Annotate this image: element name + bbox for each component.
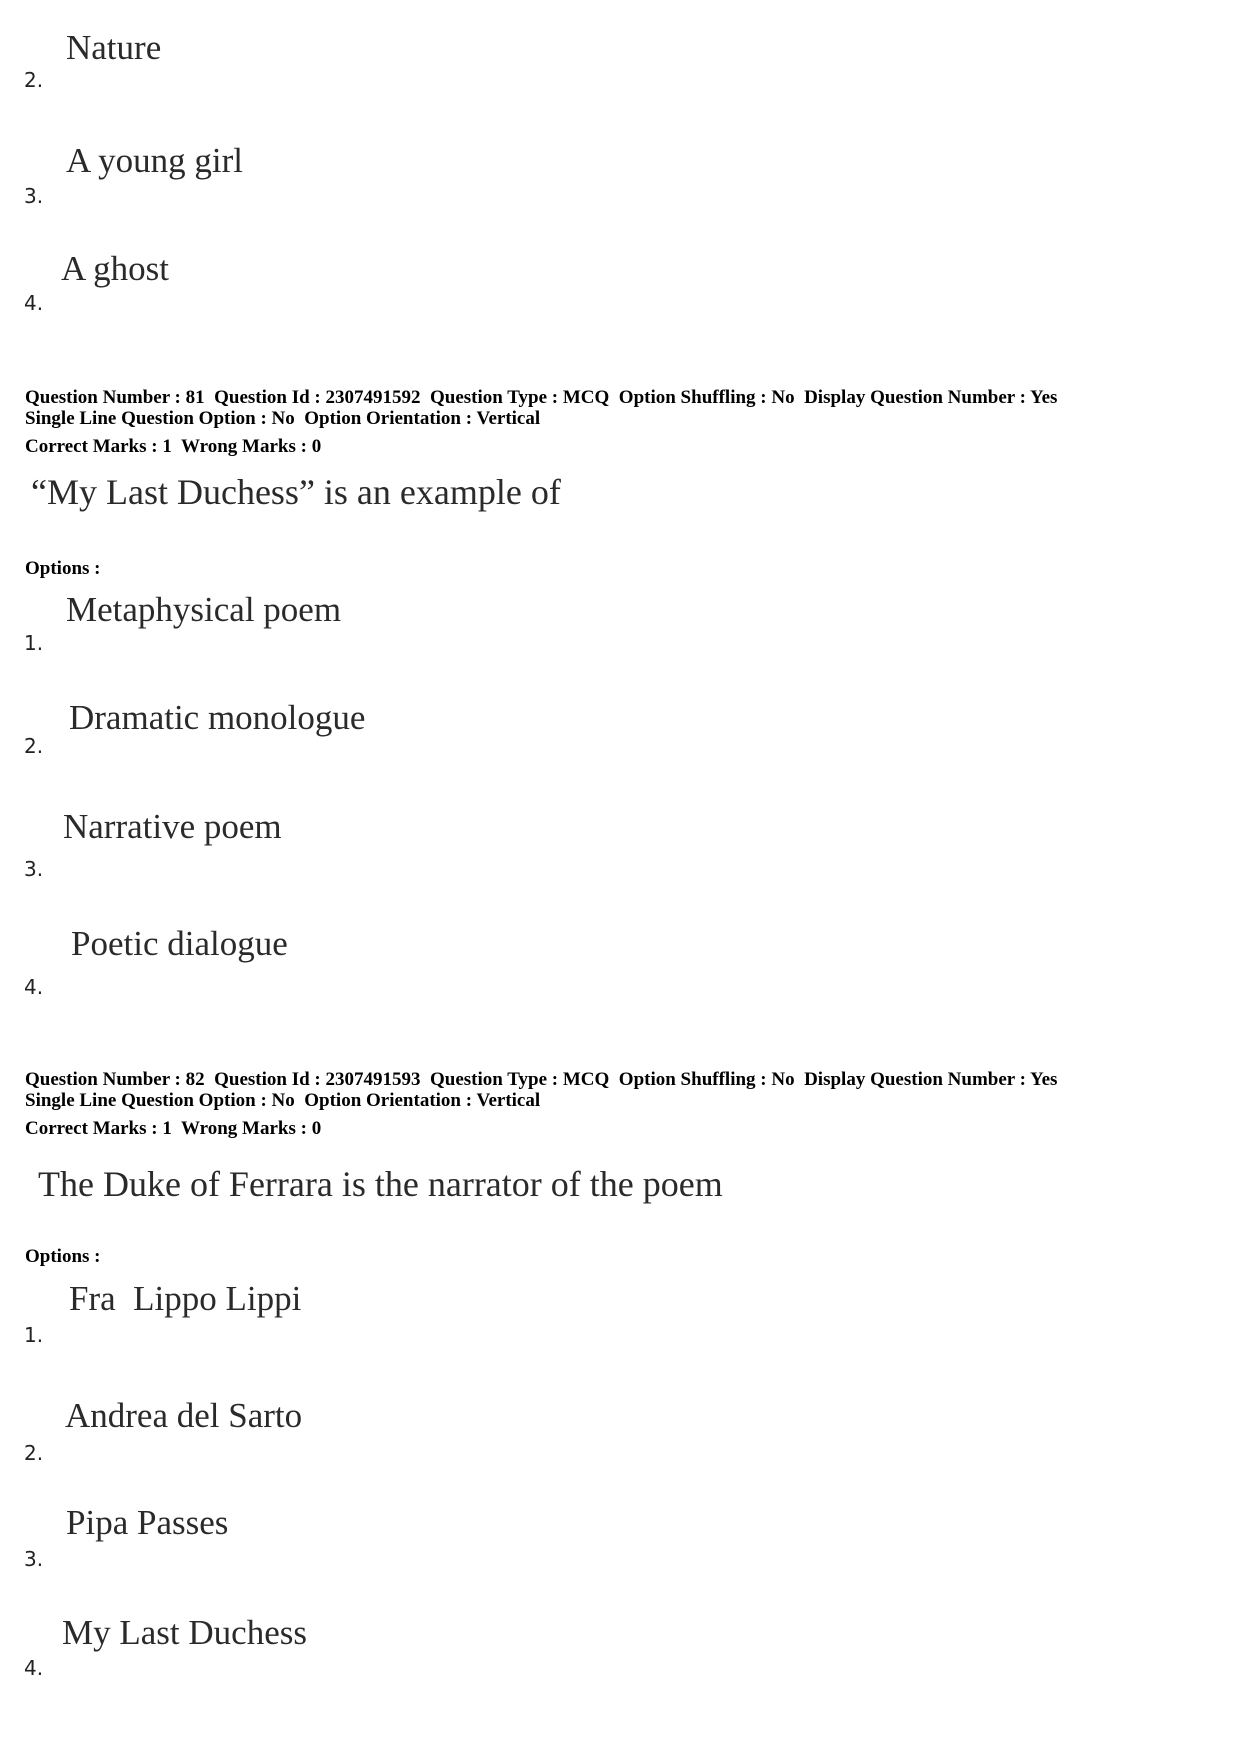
q81-option-4-number: 4. <box>24 975 44 999</box>
q82-option-2-text: Andrea del Sarto <box>65 1396 303 1435</box>
q82-option-2-number: 2. <box>24 1441 44 1465</box>
q81-option-4-text: Poetic dialogue <box>71 924 288 963</box>
q82-marks: Correct Marks : 1 Wrong Marks : 0 <box>25 1118 322 1139</box>
prev-option-4-text: A ghost <box>61 249 169 288</box>
q82-options-label: Options : <box>25 1246 101 1267</box>
prev-option-2-text: Nature <box>66 28 162 67</box>
q81-question-stem: “My Last Duchess” is an example of <box>31 472 561 512</box>
q82-question-stem: The Duke of Ferrara is the narrator of the poem <box>38 1164 723 1204</box>
q81-meta-line-1: Question Number : 81 Question Id : 2307491592 Question Type : MCQ Option Shuffling : No Display Question Number : Yes <box>25 387 1058 408</box>
q82-option-1-number: 1. <box>24 1323 44 1347</box>
q81-meta-line-2: Single Line Question Option : No Option Orientation : Vertical <box>25 408 541 429</box>
q82-option-3-number: 3. <box>24 1547 44 1571</box>
q81-option-3-text: Narrative poem <box>63 807 282 846</box>
prev-option-3-text: A young girl <box>66 141 243 180</box>
q81-option-3-number: 3. <box>24 857 44 881</box>
q81-options-label: Options : <box>25 558 101 579</box>
q81-option-2-text: Dramatic monologue <box>69 698 366 737</box>
q82-option-1-text: Fra Lippo Lippi <box>69 1279 302 1318</box>
q81-option-1-number: 1. <box>24 631 44 655</box>
q82-option-4-text: My Last Duchess <box>62 1613 307 1652</box>
q81-marks: Correct Marks : 1 Wrong Marks : 0 <box>25 436 322 457</box>
q81-option-1-text: Metaphysical poem <box>66 590 342 629</box>
q81-option-2-number: 2. <box>24 734 44 758</box>
prev-option-2-number: 2. <box>24 68 44 92</box>
q82-option-4-number: 4. <box>24 1656 44 1680</box>
prev-option-3-number: 3. <box>24 184 44 208</box>
prev-option-4-number: 4. <box>24 291 44 315</box>
q82-meta-line-2: Single Line Question Option : No Option Orientation : Vertical <box>25 1090 541 1111</box>
q82-option-3-text: Pipa Passes <box>66 1503 229 1542</box>
q82-meta-line-1: Question Number : 82 Question Id : 2307491593 Question Type : MCQ Option Shuffling : No Display Question Number : Yes <box>25 1069 1058 1090</box>
